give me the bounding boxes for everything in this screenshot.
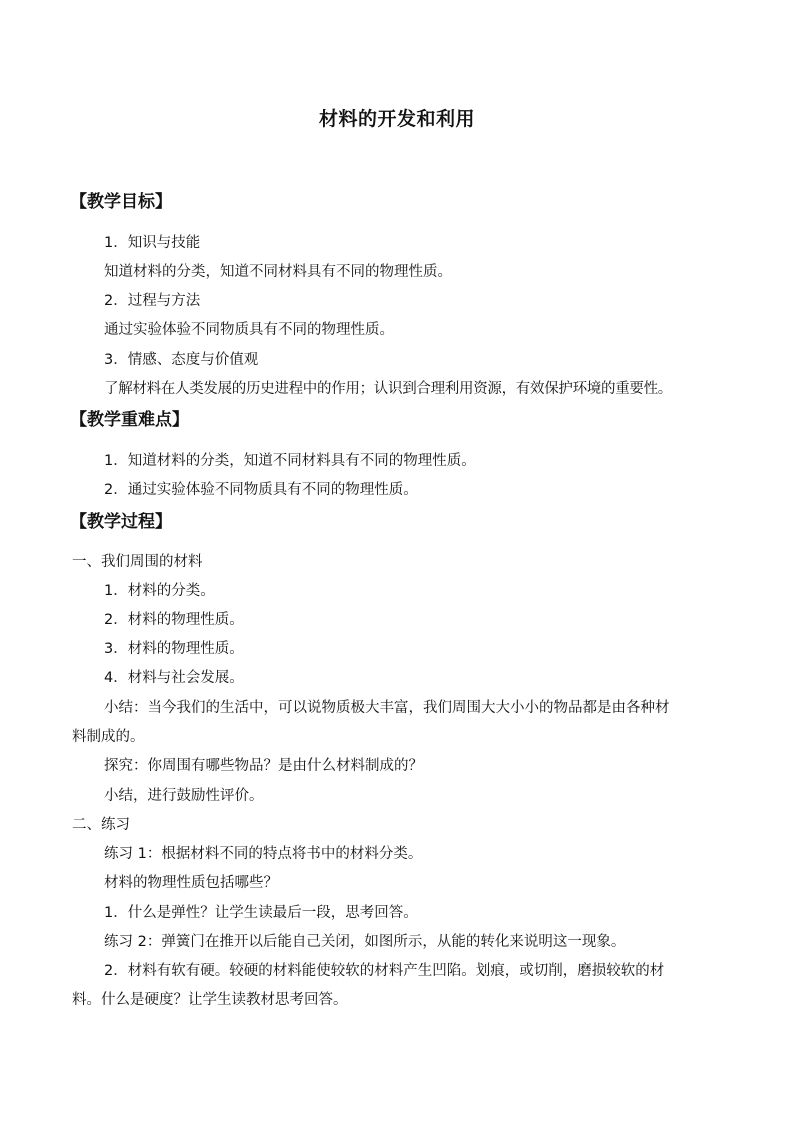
objectives-line: 3．情感、态度与价值观	[104, 352, 259, 368]
process-line: 1．材料的分类。	[104, 583, 215, 599]
process-line: 料。什么是硬度？让学生读教材思考回答。	[72, 992, 348, 1008]
process-line: 材料的物理性质包括哪些？	[104, 875, 278, 891]
process-line: 练习 2：弹簧门在推开以后能自己关闭，如图所示，从能的转化来说明这一现象。	[104, 934, 626, 950]
process-line: 4．材料与社会发展。	[104, 670, 244, 686]
section-heading-key-points: 【教学重难点】	[70, 410, 189, 430]
section-heading-process: 【教学过程】	[70, 512, 172, 532]
process-line: 探究：你周围有哪些物品？是由什么材料制成的？	[104, 758, 423, 774]
key-points-line: 1．知道材料的分类，知道不同材料具有不同的物理性质。	[104, 453, 476, 469]
objectives-line: 了解材料在人类发展的历史进程中的作用；认识到合理利用资源，有效保护环境的重要性。	[104, 381, 672, 397]
objectives-line: 知道材料的分类，知道不同材料具有不同的物理性质。	[104, 264, 452, 280]
process-line: 一、我们周围的材料	[72, 554, 203, 570]
process-line: 料制成的。	[72, 729, 145, 745]
section-heading-objectives: 【教学目标】	[70, 192, 172, 212]
process-line: 小结：当今我们的生活中，可以说物质极大丰富，我们周围大大小小的物品都是由各种材	[104, 700, 670, 716]
process-line: 3．材料的物理性质。	[104, 641, 244, 657]
process-line: 二、练习	[72, 817, 130, 833]
key-points-line: 2．通过实验体验不同物质具有不同的物理性质。	[104, 482, 418, 498]
objectives-line: 1．知识与技能	[104, 235, 201, 251]
document-title: 材料的开发和利用	[318, 108, 475, 130]
objectives-line: 2．过程与方法	[104, 293, 201, 309]
objectives-line: 通过实验体验不同物质具有不同的物理性质。	[104, 322, 394, 338]
process-line: 练习 1：根据材料不同的特点将书中的材料分类。	[104, 846, 423, 862]
process-line: 2．材料有软有硬。较硬的材料能使较软的材料产生凹陷。划痕，或切削，磨损较软的材	[104, 963, 665, 979]
process-line: 2．材料的物理性质。	[104, 612, 244, 628]
process-line: 小结，进行鼓励性评价。	[104, 788, 264, 804]
process-line: 1．什么是弹性？让学生读最后一段，思考回答。	[104, 905, 418, 921]
